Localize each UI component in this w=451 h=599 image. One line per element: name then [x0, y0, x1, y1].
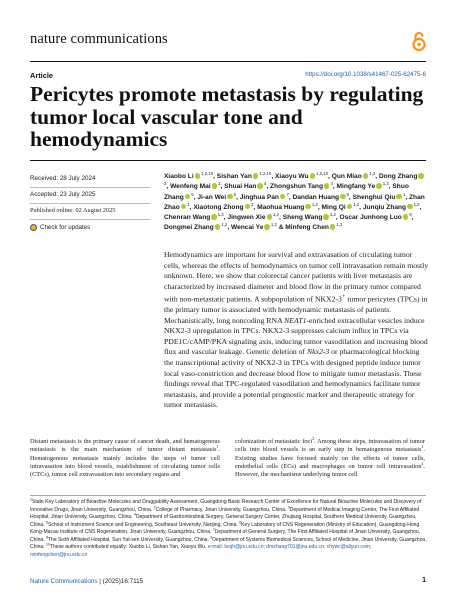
author-separator: &	[276, 224, 286, 232]
text-run: . However, the mechanisms underlying tumor cell	[235, 463, 425, 479]
author-name[interactable]: Xiaoyu Wu	[274, 173, 309, 180]
superscript: 6	[239, 519, 242, 524]
orcid-icon	[227, 194, 233, 200]
check-updates-label: Check for updates	[40, 224, 91, 231]
author-separator: ,	[193, 193, 198, 201]
orcid-icon	[305, 204, 311, 210]
superscript: 3	[421, 444, 424, 450]
orcid-icon	[267, 214, 273, 220]
footer-journal[interactable]: Nature Communications	[30, 578, 98, 585]
author-affiliation-sup: 7	[286, 191, 289, 197]
author-affiliation-sup: 1	[187, 201, 190, 207]
superscript: 9	[210, 534, 213, 539]
author-name[interactable]: Minfeng Chen	[285, 224, 329, 232]
author-separator: ,	[266, 183, 270, 191]
title-rule	[30, 160, 426, 161]
author-name[interactable]: Wencai Ye	[230, 224, 264, 232]
author-name[interactable]: Dong Zhang	[378, 173, 418, 180]
affiliations	[30, 499, 428, 559]
author-list	[164, 172, 429, 234]
orcid-icon	[215, 224, 221, 230]
author-name[interactable]: Wenfeng Mai	[170, 183, 211, 191]
header-rule	[30, 61, 426, 62]
superscript: 2	[312, 435, 315, 441]
email-list: e-mail: luojh@jnu.edu.cn; dmzhang701@jnu.edu.cn; chywc@aliyun.com; minfengchen@jnu.edu.cn	[30, 544, 372, 558]
text-run: State Key Laboratory of Bioactive Molecules and Druggability Assessment, Guangdong Basic Research Center of Excellence for Natural Bioactive Molecules and Discovery of Innovative Drugs, Jinan University, Guangzhou, China.	[30, 499, 422, 513]
orcid-icon	[181, 201, 190, 210]
abstract	[164, 250, 429, 411]
author-name[interactable]: Sishan Yan	[216, 173, 252, 180]
text-run: Department of General Surgery, The First Affiliated Hospital of Jinan University, Guangzhou, China.	[30, 529, 421, 543]
check-for-updates-button[interactable]	[30, 224, 150, 231]
orcid-icon	[257, 183, 263, 189]
author-affiliation-sup: 2	[251, 201, 254, 207]
text-run: . Existing studies have focused mainly on the effects of tumor cells, endothelial cells (ECs) and macrophages on tumor cell intravasation	[235, 446, 425, 471]
author-separator: ,	[223, 214, 228, 222]
author-separator: ,	[375, 173, 379, 180]
text-run: Department of Medical Imaging Center, The First Affiliated Hospital, Jinan University, Guangzhou, China.	[30, 506, 420, 520]
orcid-icon	[330, 224, 336, 230]
text-run: Department of Systems Biomedical Sciences, School of Medicine, Jinan University, Guangzhou, China.	[30, 536, 427, 550]
author-name[interactable]: Maohua Huang	[257, 203, 305, 211]
author-affiliation-sup: 1,2	[413, 201, 420, 207]
author-separator: ,	[213, 173, 217, 180]
author-separator: ,	[253, 203, 258, 211]
published-date: Published online: 02 August 2025	[30, 204, 150, 220]
check-updates-icon	[30, 224, 37, 231]
superscript: 10	[46, 542, 50, 547]
orcid-icon	[340, 194, 346, 200]
author-name[interactable]: Dandan Huang	[292, 193, 340, 201]
author-affiliation-sup: 9	[409, 212, 412, 217]
author-name[interactable]: Ji-an Wei	[197, 193, 227, 201]
superscript: 1	[216, 444, 219, 450]
superscript: 3	[287, 504, 290, 509]
author-separator: ,	[359, 203, 363, 211]
author-affiliation-sup: 1,2,10	[259, 170, 272, 176]
author-name[interactable]: Ming Qi	[321, 203, 346, 211]
author-affiliation-sup: 1,2	[382, 181, 389, 187]
orcid-icon	[396, 194, 402, 200]
orcid-icon	[403, 212, 412, 220]
orcid-icon	[280, 194, 286, 200]
text-run: Nkx2-3	[307, 347, 330, 357]
orcid-icon	[211, 214, 217, 220]
author-separator: ,	[271, 173, 275, 180]
body-column-right	[235, 435, 425, 480]
author-name[interactable]: Jingwen Xie	[227, 214, 266, 222]
orcid-icon	[324, 181, 333, 189]
author-separator: ,	[189, 203, 194, 211]
orcid-icon	[363, 173, 369, 179]
author-affiliation-sup: 1,2	[329, 212, 336, 217]
page-number: 1	[422, 577, 426, 584]
author-affiliation-sup: 1,2,10	[316, 170, 329, 176]
text-run: Distant metastasis is the primary cause of cancer death, and hematogenous metastasis is the main mechanism of tumor distant metastasis	[30, 438, 220, 454]
author-separator: ,	[335, 214, 340, 222]
author-affiliation-sup: 1,2	[273, 212, 280, 217]
author-affiliation-sup: 1,2	[217, 212, 224, 217]
text-run: College of Pharmacy, Jinan University, Guangzhou, China.	[155, 506, 288, 513]
author-name[interactable]: Zhan Zhao	[164, 193, 425, 211]
author-separator: ,	[166, 183, 171, 191]
author-name[interactable]: Shuai Han	[224, 183, 257, 191]
author-affiliation-sup: 3	[164, 181, 167, 187]
author-separator: ,	[348, 193, 353, 201]
article-type-label: Article	[30, 71, 54, 80]
orcid-icon	[418, 173, 424, 179]
author-separator: ,	[388, 183, 393, 191]
author-affiliation-sup: 1,2	[311, 201, 318, 207]
author-affiliation-sup: 1,2	[369, 170, 376, 176]
superscript: 4	[133, 512, 136, 517]
doi-link[interactable]: https://doi.org/10.1038/s41467-025-62475-6	[305, 71, 426, 78]
author-separator: ,	[317, 203, 322, 211]
orcid-icon	[264, 224, 270, 230]
text-run: NEAT1	[284, 315, 307, 325]
article-title: Pericytes promote metastasis by regulating tumor local vascular tone and hemodynamics	[30, 82, 424, 151]
author-name[interactable]: Chenran Wang	[164, 214, 211, 222]
author-separator: ,	[288, 193, 293, 201]
author-affiliation-sup: 1,2,10	[201, 170, 214, 176]
text-run: Hemodynamics are important for survival and extravasation of circulating tumor cells, whereas the effects of hemodynamics on tumor cell intravasation remain mostly unknown. Here, we show that colorectal cancer patients with liver metastasis are characterized by increased diameter and blood flow in the primary tumor compared with non-metastatic patients. A subpopulation of NKX2-3	[164, 250, 429, 304]
author-affiliation-sup: 1,2	[336, 222, 343, 228]
author-affiliation-sup: 6	[233, 191, 237, 197]
orcid-icon	[310, 173, 316, 179]
affiliation-rule	[30, 495, 426, 496]
superscript: +	[341, 293, 346, 301]
author-affiliation-sup: 1,2	[270, 222, 277, 228]
author-separator: ,	[236, 193, 240, 201]
author-separator: ,	[328, 173, 332, 180]
orcid-icon	[185, 194, 191, 200]
orcid-icon	[212, 181, 221, 189]
author-affiliation-sup: 4	[263, 181, 267, 187]
superscript: 1	[30, 497, 32, 502]
author-affiliation-sup: 1,2	[353, 201, 360, 207]
author-affiliation-sup: 1,2	[221, 222, 228, 228]
text-run: Department of Gastrointestinal Surgery, General Surgery Center, Zhujiang Hospital, Southern Medical University, Guangzhou, China.	[30, 514, 417, 528]
author-separator: ,	[332, 183, 337, 191]
text-run: . Hematogenous metastasis mainly includes the steps of tumor cell intravasation into blood vessels, establishment of circulating tumor cells (CTCs), tumor cell extravasation into secondary organs and	[30, 446, 220, 479]
text-run: tumor pericytes (TPCs) in the primary tumor is associated with hemodynamic metastasis of patients. Mechanistically, long noncoding RNA	[164, 294, 428, 325]
text-run: or pharmacological blocking the transcriptional activity of NKX2-3 in TPCs with designed peptide induce tumor local vaso-constriction and decrease blood flow to mitigate tumor metastasis. These findings reveal that TPC-regulated vasodilation and hemodynamics facilitate tumor metastasis, and provide a potential prognostic marker and therapeutic strategy for tumor metastasis.	[164, 347, 422, 410]
author-name[interactable]: Xiaotong Zhong	[193, 203, 244, 211]
author-affiliation-sup: 4	[330, 181, 333, 187]
text-run: The Sixth Affiliated Hospital, Sun Yat-sen University, Guangzhou, China.	[47, 536, 211, 543]
author-name[interactable]: Sheng Wang	[282, 214, 323, 222]
author-affiliation-sup: 8	[346, 191, 349, 197]
author-name[interactable]: Oscar Junhong Luo	[339, 214, 402, 222]
author-name[interactable]: Xiaobo Li	[164, 173, 194, 180]
superscript: 2	[153, 504, 156, 509]
text-run: . Among these steps, intravasation of tumor cells into blood vessels is an early step in hematogenous metastasis	[235, 438, 425, 454]
text-run: School of Instrument Science and Engineering, Southeast University, Nanjing, China.	[47, 521, 240, 528]
text-run: These authors contributed equally: Xiaobo Li, Sishan Yan, Xiaoyu Wu.	[49, 544, 208, 550]
author-separator: ,	[411, 214, 414, 222]
accepted-date: Accepted: 23 July 2025	[30, 188, 150, 204]
author-name[interactable]: Jinghua Pan	[239, 193, 279, 201]
orcid-icon	[253, 173, 259, 179]
author-affiliation-sup: 5	[191, 191, 194, 197]
author-name[interactable]: Zhongshun Tang	[269, 183, 323, 191]
superscript: 4	[421, 460, 424, 466]
orcid-icon	[347, 204, 353, 210]
author-name[interactable]: Mingfang Ye	[336, 183, 376, 191]
orcid-icon	[376, 183, 382, 189]
superscript: 5	[46, 519, 48, 524]
author-name[interactable]: Shenghui Qiu	[352, 193, 396, 201]
author-affiliation-sup: 1	[402, 191, 406, 197]
orcid-icon	[245, 201, 254, 210]
body-column-left	[30, 438, 220, 480]
orcid-icon	[323, 214, 329, 220]
author-separator: ,	[227, 224, 231, 232]
open-access-lock-icon	[412, 30, 426, 52]
author-name[interactable]: Qun Miao	[331, 173, 362, 180]
publication-dates	[30, 172, 150, 231]
author-name[interactable]: Dongmei Zhang	[164, 224, 214, 232]
text-run: colonization of metastatic foci	[235, 438, 313, 445]
orcid-icon	[407, 204, 413, 210]
journal-name[interactable]: nature communications	[30, 31, 168, 47]
superscript: 8	[46, 534, 48, 539]
author-separator: ,	[220, 183, 225, 191]
received-date: Received: 28 July 2024	[30, 172, 150, 188]
author-separator: ,	[279, 214, 283, 222]
orcid-icon	[195, 173, 201, 179]
text-run: Key Laboratory of CNS Regeneration (Ministry of Education), Guangdong-Hong Kong-Macau Institute of CNS Regeneration, Jinan University, Guangzhou, China.	[30, 521, 420, 535]
author-name[interactable]: Junqiu Zhang	[362, 203, 407, 211]
author-affiliation-sup: 3	[218, 181, 221, 187]
footer-citation	[30, 578, 143, 585]
author-name[interactable]: Shuo Zhang	[164, 183, 409, 201]
superscript: 7	[212, 527, 215, 532]
text-run: -enriched extracellular vesicles induce NKX2-3 upregulation in TPCs. NKX2-3 suppresses calcium influx in TPCs via PDE1C/cAMP/PKA signaling axis, inducing tumor vasodilation and increasing blood flux and vascular leakage. Genetic deletion of	[164, 315, 428, 357]
author-separator: ,	[405, 193, 410, 201]
author-separator: ,	[419, 203, 422, 211]
footer-volume: | (2025)16:7115	[97, 578, 144, 585]
